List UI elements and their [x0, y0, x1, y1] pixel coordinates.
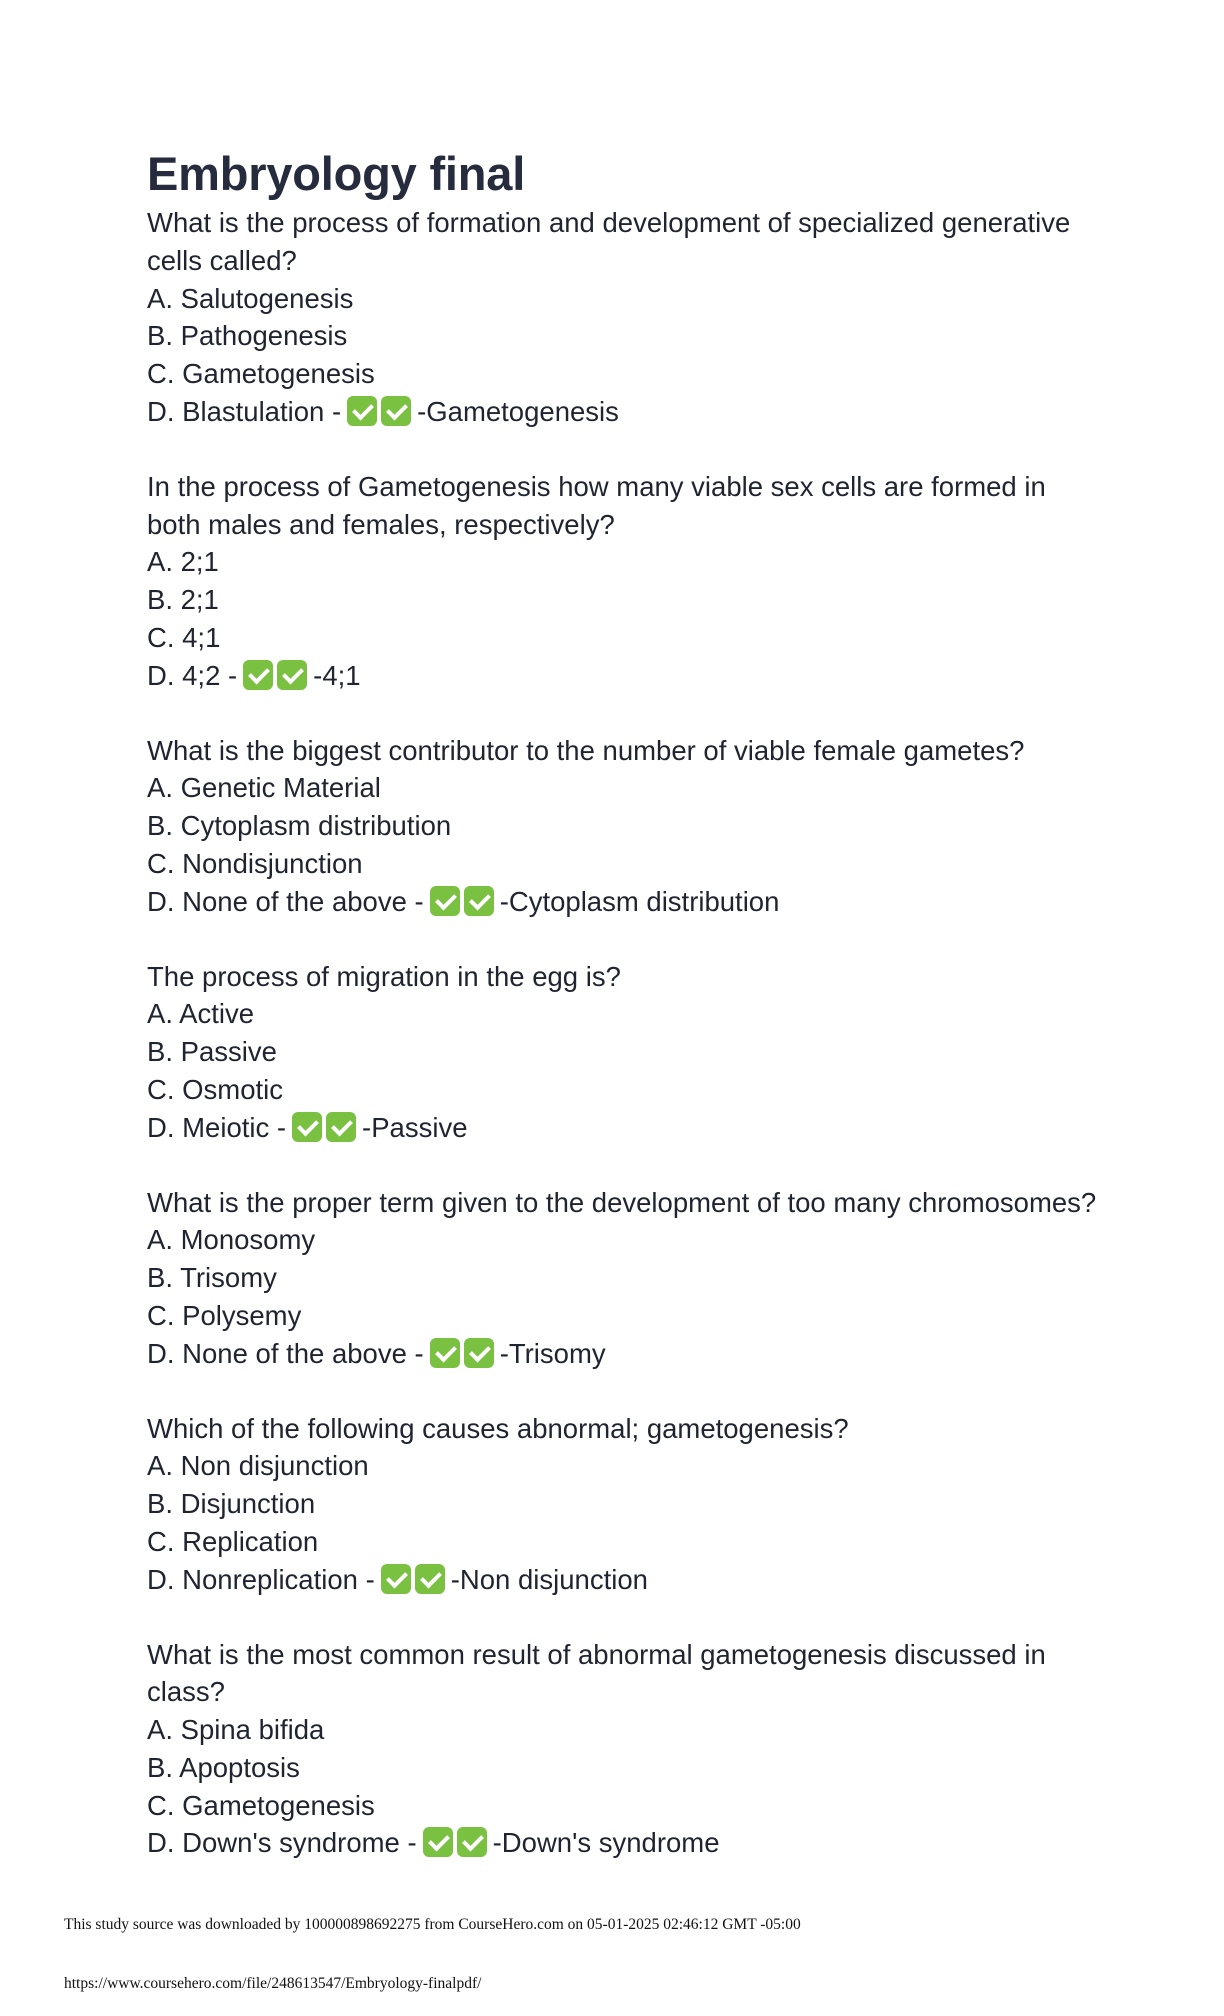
check-mark-icon: [430, 1338, 460, 1368]
question-text: What is the process of formation and development of specialized generative cells called?: [147, 207, 1071, 276]
option-d: D. Meiotic -: [147, 1111, 287, 1143]
question-text: Which of the following causes abnormal; gametogenesis?: [147, 1412, 849, 1444]
option-c: C. Osmotic: [147, 1073, 283, 1105]
option-d: D. None of the above -: [147, 885, 424, 917]
answer-marks: [243, 657, 311, 695]
answer-marks: [292, 1109, 360, 1147]
check-mark-icon: [292, 1112, 322, 1142]
answer-marks: [430, 1335, 498, 1373]
correct-answer: -Passive: [362, 1111, 468, 1143]
option-d-with-answer: [147, 1335, 1107, 1373]
option-b: B. Apoptosis: [147, 1751, 300, 1783]
option-c: C. Polysemy: [147, 1299, 302, 1331]
option-d-with-answer: [147, 883, 1107, 921]
check-mark-icon: [464, 886, 494, 916]
question-text: What is the biggest contributor to the number of viable female gametes?: [147, 734, 1025, 766]
check-mark-icon: [381, 396, 411, 426]
option-d-with-answer: [147, 1824, 1107, 1862]
question-text: What is the proper term given to the development of too many chromosomes?: [147, 1186, 1097, 1218]
document-page: [147, 148, 1107, 1899]
question-block: [147, 1410, 1107, 1599]
question-text: In the process of Gametogenesis how many viable sex cells are formed in both males and females, respectively?: [147, 470, 1046, 540]
check-mark-icon: [326, 1112, 356, 1142]
question-text: The process of migration in the egg is?: [147, 960, 621, 992]
option-b: B. Passive: [147, 1036, 277, 1068]
question-block: [147, 468, 1107, 695]
option-b: B. Trisomy: [147, 1262, 277, 1294]
option-d: D. Nonreplication -: [147, 1563, 375, 1595]
check-mark-icon: [430, 886, 460, 916]
option-d-with-answer: [147, 393, 1107, 431]
option-a: A. Genetic Material: [147, 772, 381, 804]
question-block: [147, 732, 1107, 921]
option-c: C. Gametogenesis: [147, 1789, 375, 1821]
option-a: A. Salutogenesis: [147, 282, 354, 314]
option-a: A. Spina bifida: [147, 1714, 325, 1746]
option-c: C. Replication: [147, 1525, 319, 1557]
option-b: B. Disjunction: [147, 1488, 316, 1520]
question-block: [147, 1636, 1107, 1863]
answer-marks: [423, 1824, 491, 1862]
check-mark-icon: [243, 660, 273, 690]
check-mark-icon: [277, 660, 307, 690]
answer-marks: [430, 883, 498, 921]
option-c: C. 4;1: [147, 621, 221, 653]
option-b: B. Pathogenesis: [147, 320, 348, 352]
option-c: C. Gametogenesis: [147, 358, 375, 390]
option-c: C. Nondisjunction: [147, 847, 363, 879]
source-url-link[interactable]: https://www.coursehero.com/file/248613547/Embryology-finalpdf/: [64, 1975, 482, 1992]
check-mark-icon: [381, 1564, 411, 1594]
option-b: B. 2;1: [147, 584, 219, 616]
correct-answer: -Cytoplasm distribution: [499, 885, 780, 917]
option-d-with-answer: [147, 1109, 1107, 1147]
check-mark-icon: [347, 396, 377, 426]
question-block: [147, 1184, 1107, 1373]
correct-answer: -Non disjunction: [450, 1563, 648, 1595]
option-a: A. Active: [147, 998, 254, 1030]
option-d-with-answer: [147, 1561, 1107, 1599]
option-a: A. Monosomy: [147, 1224, 316, 1256]
check-mark-icon: [464, 1338, 494, 1368]
check-mark-icon: [457, 1827, 487, 1857]
option-a: A. 2;1: [147, 546, 219, 578]
answer-marks: [381, 1561, 449, 1599]
option-d: D. Down's syndrome -: [147, 1827, 417, 1859]
answer-marks: [347, 393, 415, 431]
check-mark-icon: [415, 1564, 445, 1594]
correct-answer: -Down's syndrome: [492, 1827, 720, 1859]
option-a: A. Non disjunction: [147, 1450, 369, 1482]
correct-answer: -4;1: [313, 659, 361, 691]
option-d: D. Blastulation -: [147, 395, 342, 427]
download-source-note: This study source was downloaded by 100000898692275 from CourseHero.com on 05-01-2025 02:46:12 GMT -05:00: [64, 1916, 801, 1933]
question-text: What is the most common result of abnormal gametogenesis discussed in class?: [147, 1638, 1046, 1708]
option-b: B. Cytoplasm distribution: [147, 810, 452, 842]
page-title: Embryology final: [147, 147, 526, 200]
question-block: [147, 958, 1107, 1147]
check-mark-icon: [423, 1827, 453, 1857]
correct-answer: -Trisomy: [499, 1337, 606, 1369]
correct-answer: -Gametogenesis: [417, 395, 619, 427]
option-d: D. 4;2 -: [147, 659, 238, 691]
option-d-with-answer: [147, 657, 1107, 695]
question-block: [147, 204, 1107, 431]
option-d: D. None of the above -: [147, 1337, 424, 1369]
